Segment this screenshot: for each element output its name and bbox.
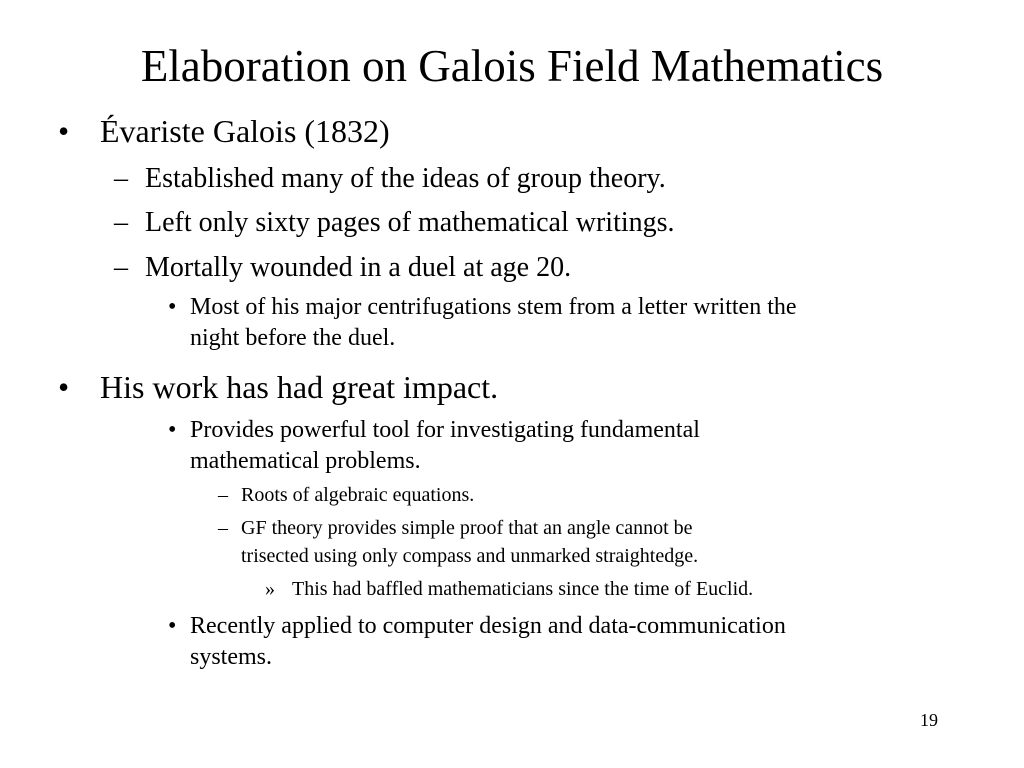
slide-title: Elaboration on Galois Field Mathematics	[140, 41, 884, 91]
dash-marker: –	[218, 517, 228, 539]
sub-bullet-text: Left only sixty pages of mathematical writings.	[145, 207, 675, 238]
sub-sub-bullet-text-line: systems.	[190, 644, 273, 670]
sub-sub-bullet-text-line: mathematical problems.	[190, 448, 421, 474]
bullet-marker: •	[168, 294, 177, 320]
level4-text-line: GF theory provides simple proof that an angle cannot be	[241, 517, 693, 539]
dash-marker: –	[114, 207, 128, 238]
bullet-marker: •	[168, 417, 177, 443]
bullet-text: His work has had great impact.	[100, 369, 499, 405]
dash-marker: –	[114, 163, 128, 194]
page-number: 19	[920, 710, 938, 730]
sub-sub-bullet-text-line: Most of his major centrifugations stem from a letter written the	[190, 294, 797, 320]
level5-text: This had baffled mathematicians since the time of Euclid.	[292, 578, 754, 600]
bullet-marker: •	[168, 613, 177, 639]
bullet-marker: •	[58, 369, 70, 405]
sub-sub-bullet-text-line: night before the duel.	[190, 325, 396, 351]
bullet-text: Évariste Galois (1832)	[100, 113, 390, 149]
sub-sub-bullet-text-line: Provides powerful tool for investigating fundamental	[190, 417, 700, 443]
sub-bullet-text: Mortally wounded in a duel at age 20.	[145, 252, 572, 283]
sub-bullet-text: Established many of the ideas of group theory.	[145, 163, 666, 194]
dash-marker: –	[218, 484, 228, 506]
dash-marker: –	[114, 252, 128, 283]
level4-text: Roots of algebraic equations.	[241, 484, 475, 506]
chevron-marker: »	[265, 578, 275, 600]
level4-text-line: trisected using only compass and unmarked straightedge.	[241, 545, 699, 567]
sub-sub-bullet-text-line: Recently applied to computer design and data-communication	[190, 613, 786, 639]
bullet-marker: •	[58, 113, 70, 149]
